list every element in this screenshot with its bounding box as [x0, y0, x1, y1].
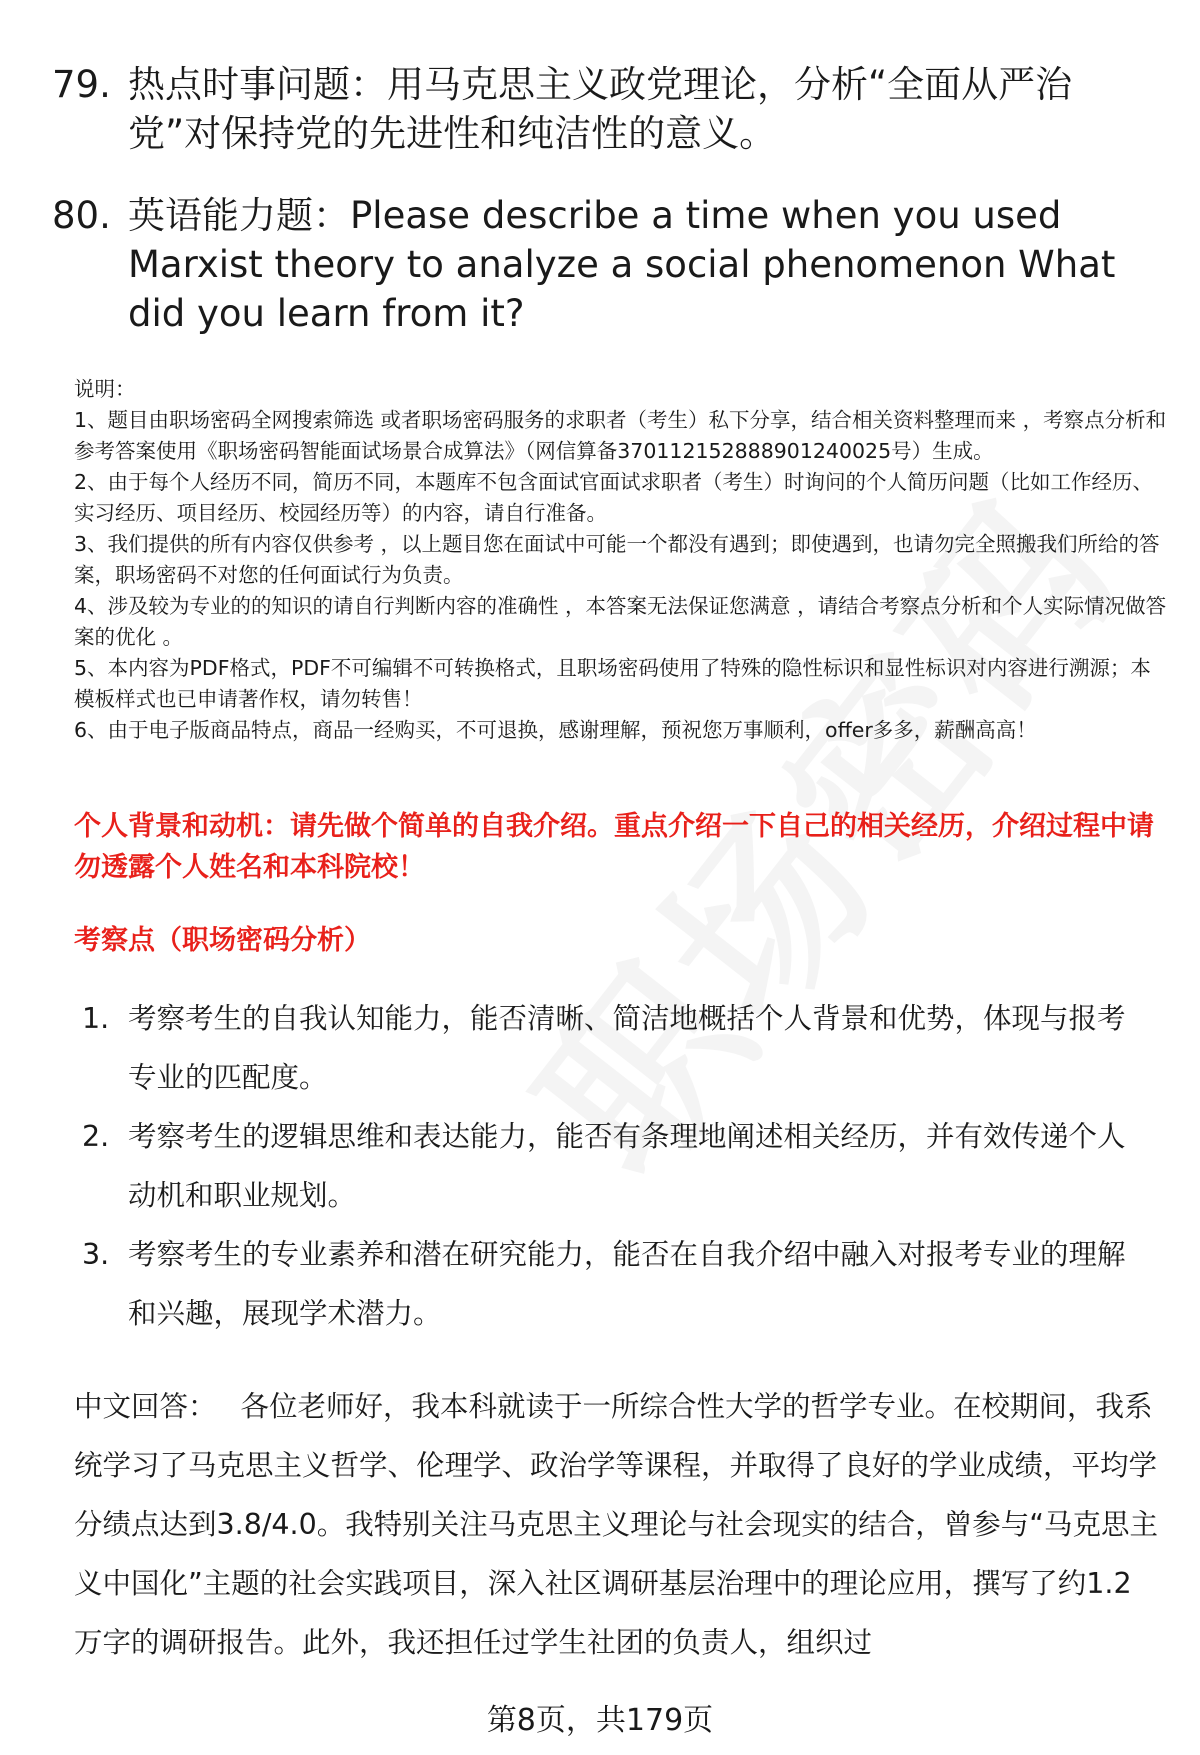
question-number: 79. — [52, 63, 111, 106]
note-item: 3、我们提供的所有内容仅供参考 ，以上题目您在面试中可能一个都没有遇到；即使遇到，也请勿完全照搬我们所给的答案，职场密码不对您的任何面试行为负责。 — [74, 532, 1160, 587]
exam-point — [82, 1107, 1152, 1225]
question-text: 热点时事问题：用马克思主义政党理论，分析“全面从严治党”对保持党的先进性和纯洁性的意义。 — [128, 63, 1073, 155]
exam-point-number: 2. — [82, 1120, 110, 1153]
exam-point-number: 3. — [82, 1238, 110, 1271]
exam-point — [82, 1225, 1152, 1343]
background-question-heading: 个人背景和动机：请先做个简单的自我介绍。重点介绍一下自己的相关经历，介绍过程中请勿透露个人姓名和本科院校！ — [74, 811, 1154, 883]
exam-point-number: 1. — [82, 1002, 110, 1035]
note-item: 2、由于每个人经历不同，简历不同，本题库不包含面试官面试求职者（考生）时询问的个人简历问题（比如工作经历、实习经历、项目经历、校园经历等）的内容，请自行准备。 — [74, 470, 1154, 525]
note-item: 6、由于电子版商品特点，商品一经购买，不可退换，感谢理解，预祝您万事顺利，offer多多，薪酬高高！ — [74, 718, 1037, 742]
note-item: 1、题目由职场密码全网搜索筛选 或者职场密码服务的求职者（考生）私下分享，结合相关资料整理而来 ，考察点分析和参考答案使用《职场密码智能面试场景合成算法》（网信算备370112152888901240025号）生成。 — [74, 408, 1167, 463]
question-number: 80. — [52, 194, 111, 237]
answer-label: 中文回答： — [74, 1390, 217, 1423]
question-text: 英语能力题：Please describe a time when you used Marxist theory to analyze a social phenomenon What did you learn from it? — [128, 194, 1116, 335]
notes-title: 说明： — [74, 377, 136, 401]
exam-point-text: 考察考生的自我认知能力，能否清晰、简洁地概括个人背景和优势，体现与报考专业的匹配度。 — [128, 1002, 1126, 1094]
question-80 — [52, 191, 1162, 338]
exam-points-heading: 考察点（职场密码分析） — [74, 925, 371, 956]
answer-text: 各位老师好，我本科就读于一所综合性大学的哲学专业。在校期间，我系统学习了马克思主义哲学、伦理学、政治学等课程，并取得了良好的学业成绩，平均学分绩点达到3.8/4.0。我特别关注马克思主义理论与社会现实的结合，曾参与“马克思主义中国化”主题的社会实践项目，深入社区调研基层治理中的理论应用，撰写了约1.2万字的调研报告。此外，我还担任过学生社团的负责人，组织过 — [74, 1390, 1159, 1659]
exam-points-list — [82, 989, 1152, 1343]
note-item: 5、本内容为PDF格式，PDF不可编辑不可转换格式，且职场密码使用了特殊的隐性标识和显性标识对内容进行溯源；本模板样式也已申请著作权，请勿转售！ — [74, 656, 1151, 711]
note-item: 4、涉及较为专业的的知识的请自行判断内容的准确性 ，本答案无法保证您满意 ，请结合考察点分析和个人实际情况做答案的优化 。 — [74, 594, 1167, 649]
question-79 — [52, 60, 1082, 158]
exam-point-text: 考察考生的逻辑思维和表达能力，能否有条理地阐述相关经历，并有效传递个人动机和职业规划。 — [128, 1120, 1126, 1212]
exam-point — [82, 989, 1152, 1107]
notes-section — [74, 374, 1168, 746]
chinese-answer — [74, 1377, 1160, 1672]
exam-point-text: 考察考生的专业素养和潜在研究能力，能否在自我介绍中融入对报考专业的理解和兴趣，展现学术潜力。 — [128, 1238, 1126, 1330]
page-footer: 第8页，共179页 — [486, 1703, 714, 1738]
